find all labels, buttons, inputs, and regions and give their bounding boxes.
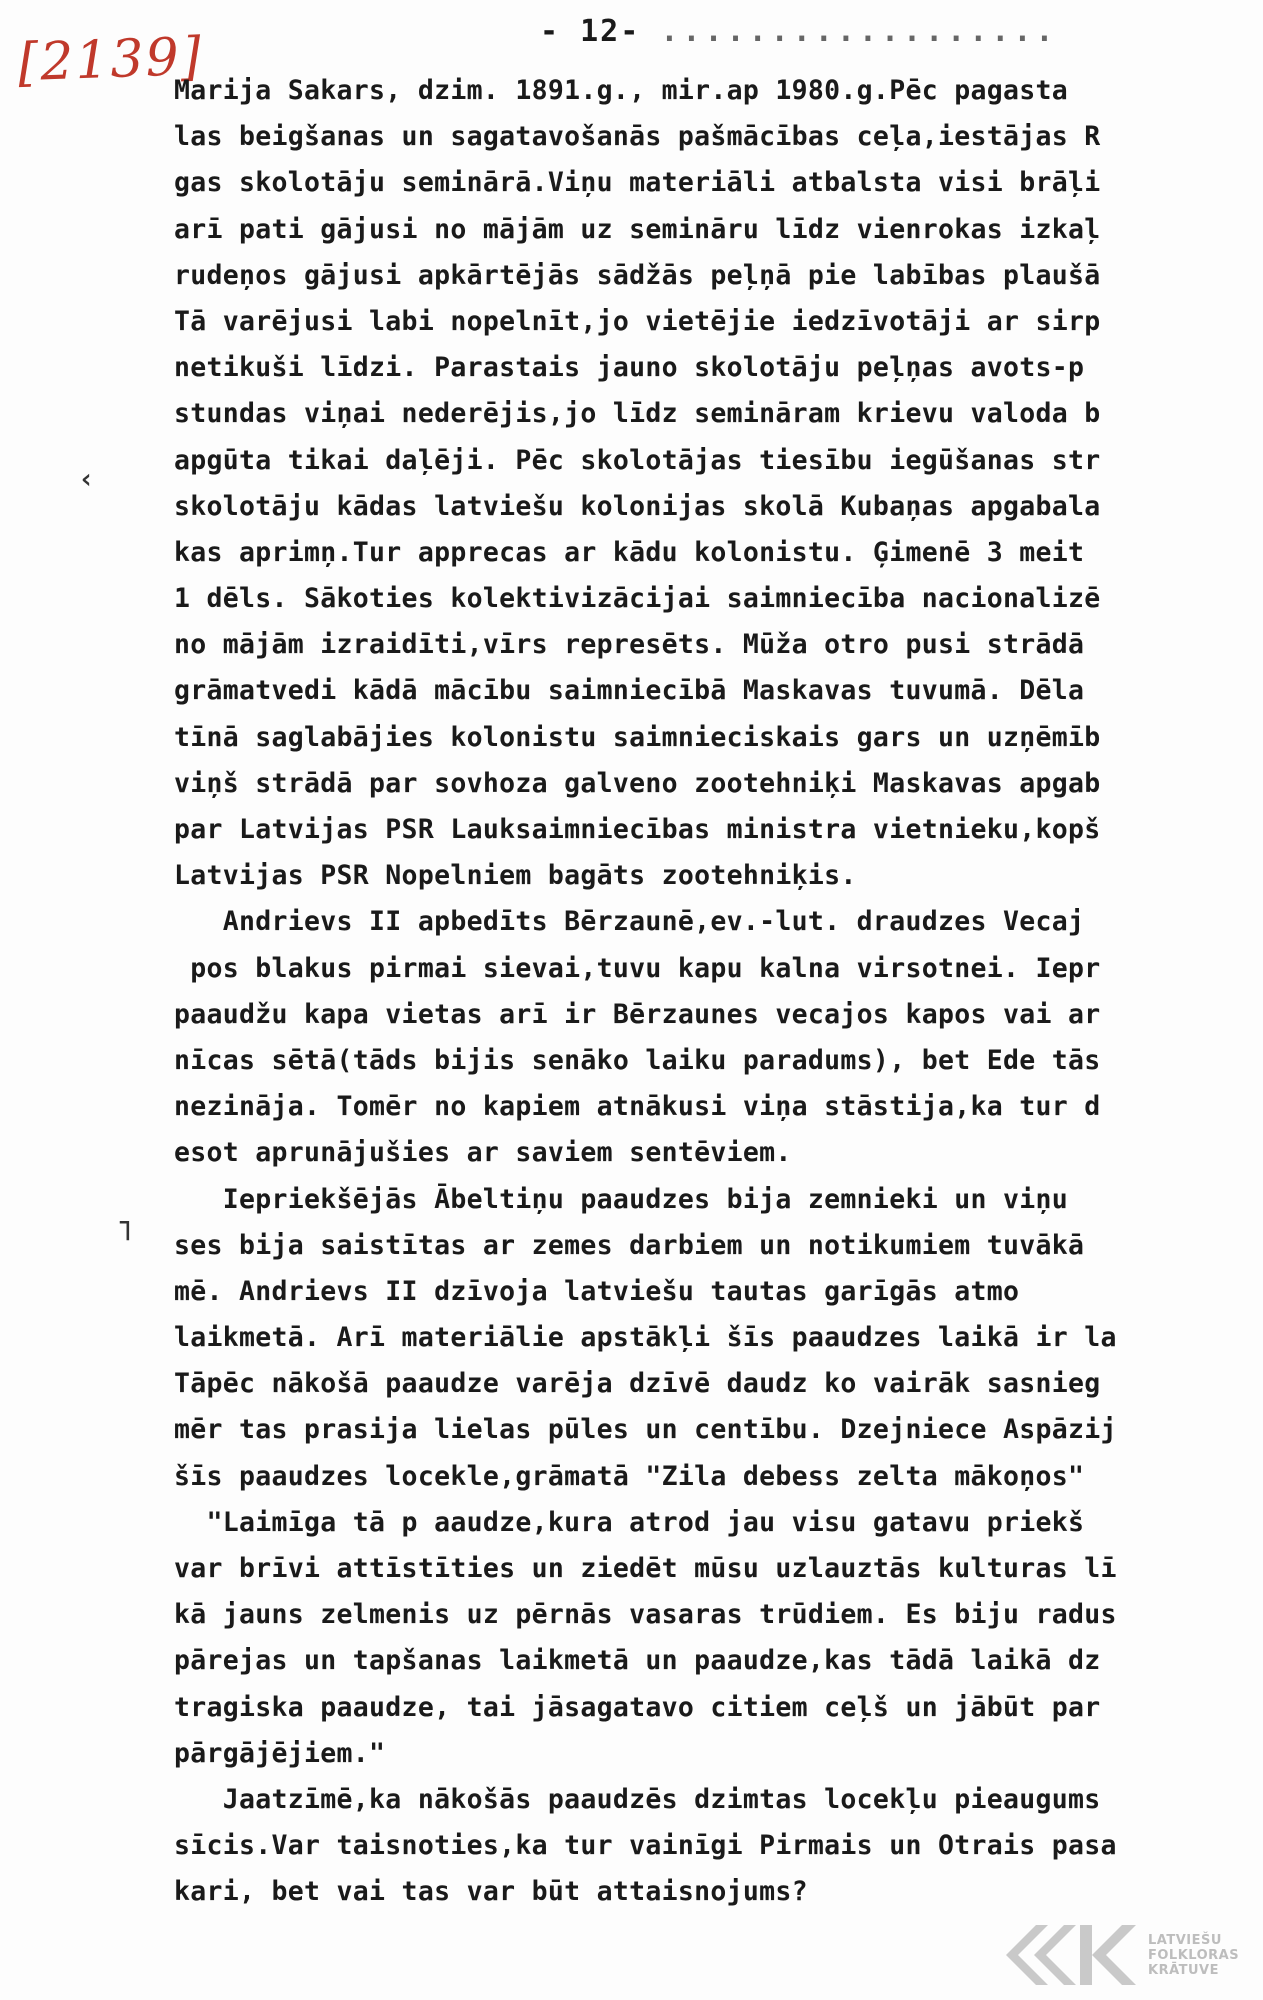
text-line: apgūta tikai daļēji. Pēc skolotājas tiesību iegūšanas str xyxy=(174,444,1101,476)
text-line: mēr tas prasija lielas pūles un centību. Dzejniece Aspāzij xyxy=(174,1414,1117,1446)
text-line: pos blakus pirmai sievai,tuvu kapu kalna virsotnei. Iepr xyxy=(174,952,1101,984)
archive-number: [2139] xyxy=(17,26,204,94)
text-line: Andrievs II apbedīts Bērzaunē,ev.-lut. draudzes Vecaj xyxy=(174,906,1085,938)
text-line: Tā varējusi labi nopelnīt,jo vietējie iedzīvotāji ar sirp xyxy=(174,305,1101,337)
text-line: gas skolotāju seminārā.Viņu materiāli atbalsta visi brāļi xyxy=(174,167,1101,199)
archive-logo-text xyxy=(1148,1933,1239,1978)
text-line: laikmetā. Arī materiālie apstākļi šīs paaudzes laikā ir la xyxy=(174,1322,1117,1354)
page-number-label: - 12- xyxy=(540,14,641,49)
text-line: par Latvijas PSR Lauksaimniecības ministra vietnieku,kopš xyxy=(174,814,1101,845)
margin-mark: ‹ xyxy=(78,462,95,495)
text-line: tīnā saglabājies kolonistu saimnieciskais gars un uzņēmīb xyxy=(174,721,1101,753)
logo-line: LATVIEŠU xyxy=(1148,1932,1222,1948)
text-line: ses bija saistītas ar zemes darbiem un notikumiem tuvākā xyxy=(174,1229,1101,1261)
text-line: 1 dēls. Sākoties kolektivizācijai saimniecība nacionalizē xyxy=(174,583,1101,615)
text-line: las beigšanas un sagatavošanās pašmācības ceļa,iestājas R xyxy=(174,121,1101,153)
text-line: Latvijas PSR Nopelniem bagāts zootehniķis. xyxy=(174,860,857,892)
page-number-dots: .................. xyxy=(660,14,1058,49)
text-line: sīcis.Var taisnoties,ka tur vainīgi Pirmais un Otrais pasa xyxy=(174,1830,1117,1862)
text-line: mē. Andrievs II dzīvoja latviešu tautas garīgās atmo xyxy=(174,1275,1020,1307)
typed-text-body xyxy=(174,68,1263,1916)
text-line: Iepriekšējās Ābeltiņu paaudzes bija zemnieki un viņu xyxy=(174,1183,1085,1215)
text-line: viņš strādā par sovhoza galveno zootehniķi Maskavas apgab xyxy=(174,767,1101,799)
text-line: rudeņos gājusi apkārtējās sādžās peļņā pie labības plaušā xyxy=(174,259,1101,291)
text-line: pārgājējiem." xyxy=(174,1737,386,1769)
text-line: grāmatvedi kādā mācību saimniecībā Maskavas tuvumā. Dēla xyxy=(174,675,1085,707)
text-line: var brīvi attīstīties un ziedēt mūsu uzlauztās kulturas lī xyxy=(174,1553,1117,1584)
text-line: paaudžu kapa vietas arī ir Bērzaunes vecajos kapos vai ar xyxy=(174,998,1101,1030)
text-line: skolotāju kādas latviešu kolonijas skolā Kubaņas apgabala xyxy=(174,490,1101,522)
margin-mark: ˥ xyxy=(116,1214,133,1247)
text-line: kā jauns zelmenis uz pērnās vasaras trūdiem. Es biju radus xyxy=(174,1599,1117,1631)
text-line: esot aprunājušies ar saviem sentēviem. xyxy=(174,1137,792,1169)
text-line: "Laimīga tā p aaudze,kura atrod jau visu gatavu priekš xyxy=(174,1506,1085,1538)
text-line: nīcas sētā(tāds bijis senāko laiku paradums), bet Ede tās xyxy=(174,1044,1101,1076)
text-line: nezināja. Tomēr no kapiem atnākusi viņa stāstija,ka tur d xyxy=(174,1091,1101,1123)
page-number xyxy=(540,14,1057,49)
text-line: netikuši līdzi. Parastais jauno skolotāju peļņas avots-p xyxy=(174,352,1085,384)
text-line: Marija Sakars, dzim. 1891.g., mir.ap 1980.g.Pēc pagasta xyxy=(174,75,1068,106)
text-line: Tāpēc nākošā paaudze varēja dzīvē daudz ko vairāk sasnieg xyxy=(174,1368,1101,1400)
text-line: no mājām izraidīti,vīrs represēts. Mūža otro pusi strādā xyxy=(174,629,1085,661)
text-line: kas aprimņ.Tur apprecas ar kādu kolonistu. Ģimenē 3 meit xyxy=(174,536,1085,568)
text-line: stundas viņai nederējis,jo līdz semināram krievu valoda b xyxy=(174,398,1101,430)
archive-logo xyxy=(1006,1918,1252,1992)
text-line: arī pati gājusi no mājām uz semināru līdz vienrokas izkaļ xyxy=(174,213,1101,245)
logo-line: FOLKLORAS xyxy=(1148,1947,1240,1963)
text-line: tragiska paaudze, tai jāsagatavo citiem ceļš un jābūt par xyxy=(174,1691,1101,1723)
text-line: šīs paaudzes locekle,grāmatā "Zila debess zelta mākoņos" xyxy=(174,1460,1101,1492)
text-line: Jaatzīmē,ka nākošās paaudzēs dzimtas locekļu pieaugums xyxy=(174,1783,1101,1815)
text-line: pārejas un tapšanas laikmetā un paaudze,kas tādā laikā dz xyxy=(174,1645,1101,1677)
lfk-logo-icon xyxy=(1006,1920,1146,1990)
text-line: kari, bet vai tas var būt attaisnojums? xyxy=(174,1876,808,1908)
logo-line: KRĀTUVE xyxy=(1148,1962,1220,1978)
